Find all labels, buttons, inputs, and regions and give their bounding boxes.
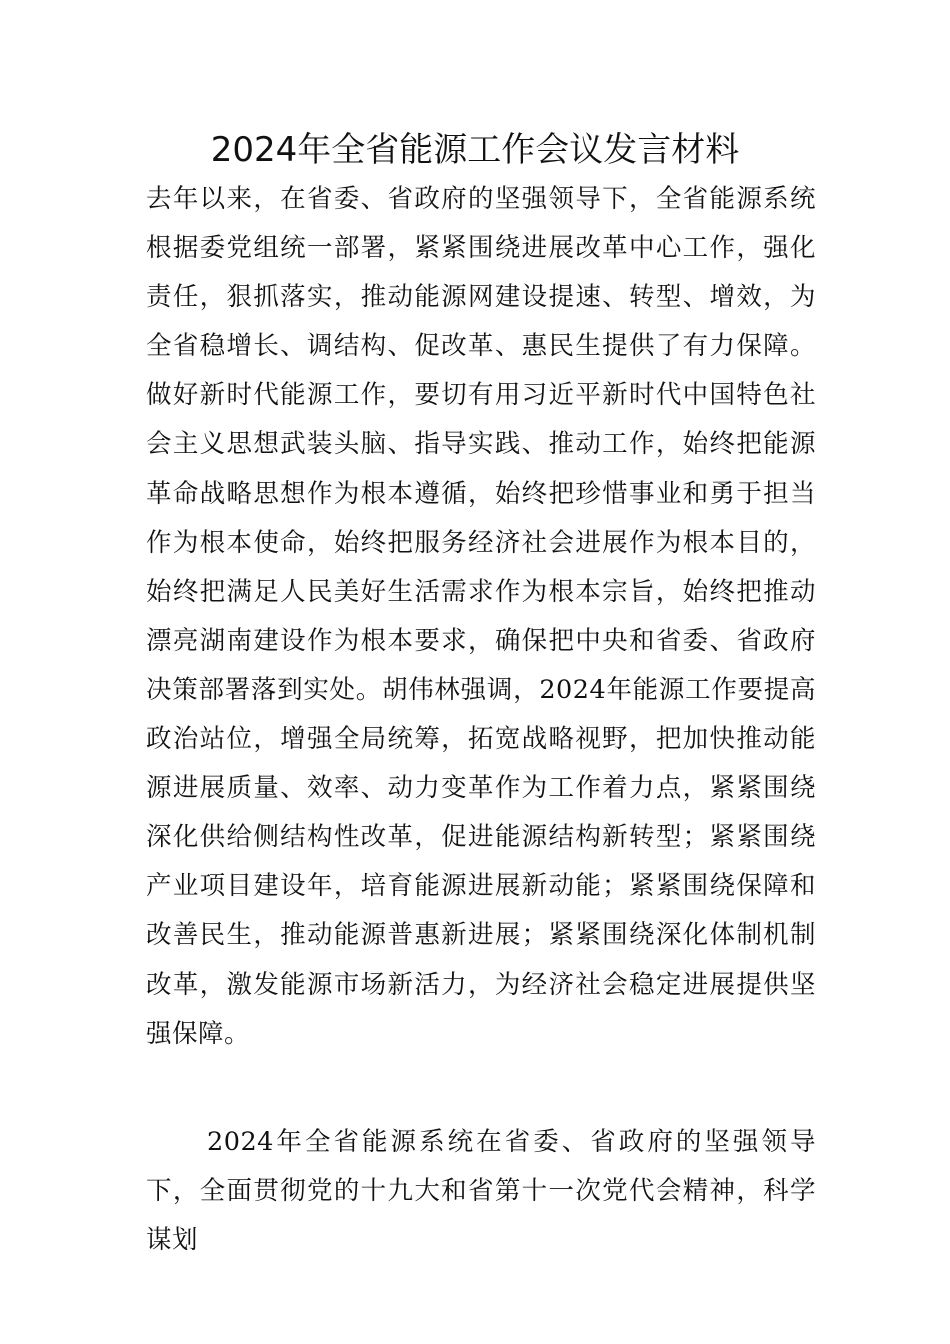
body-paragraph-2: 2024年全省能源系统在省委、省政府的坚强领导下，全面贯彻党的十九大和省第十一次党代会精神，科学谋划 bbox=[146, 1127, 816, 1256]
body-paragraph-1: 去年以来，在省委、省政府的坚强领导下，全省能源系统根据委党组统一部署，紧紧围绕进展改革中心工作，强化责任，狠抓落实，推动能源网建设提速、转型、增效，为全省稳增长、调结构、促改革、惠民生提供了有力保障。做好新时代能源工作，要切有用习近平新时代中国特色社会主义思想武装头脑、指导实践、推动工作，始终把能源革命战略思想作为根本遵循，始终把珍惜事业和勇于担当作为根本使命，始终把服务经济社会进展作为根本目的，始终把满足人民美好生活需求作为根本宗旨，始终把推动漂亮湖南建设作为根本要求，确保把中央和省委、省政府决策部署落到实处。胡伟林强调，2024年能源工作要提高政治站位，增强全局统筹，拓宽战略视野，把加快推动能源进展质量、效率、动力变革作为工作着力点，紧紧围绕深化供给侧结构性改革，促进能源结构新转型；紧紧围绕产业项目建设年，培育能源进展新动能；紧紧围绕保障和改善民生，推动能源普惠新进展；紧紧围绕深化体制机制改革，激发能源市场新活力，为经济社会稳定进展提供坚强保障。 bbox=[146, 184, 816, 1049]
document-title: 2024年全省能源工作会议发言材料 bbox=[210, 130, 740, 170]
